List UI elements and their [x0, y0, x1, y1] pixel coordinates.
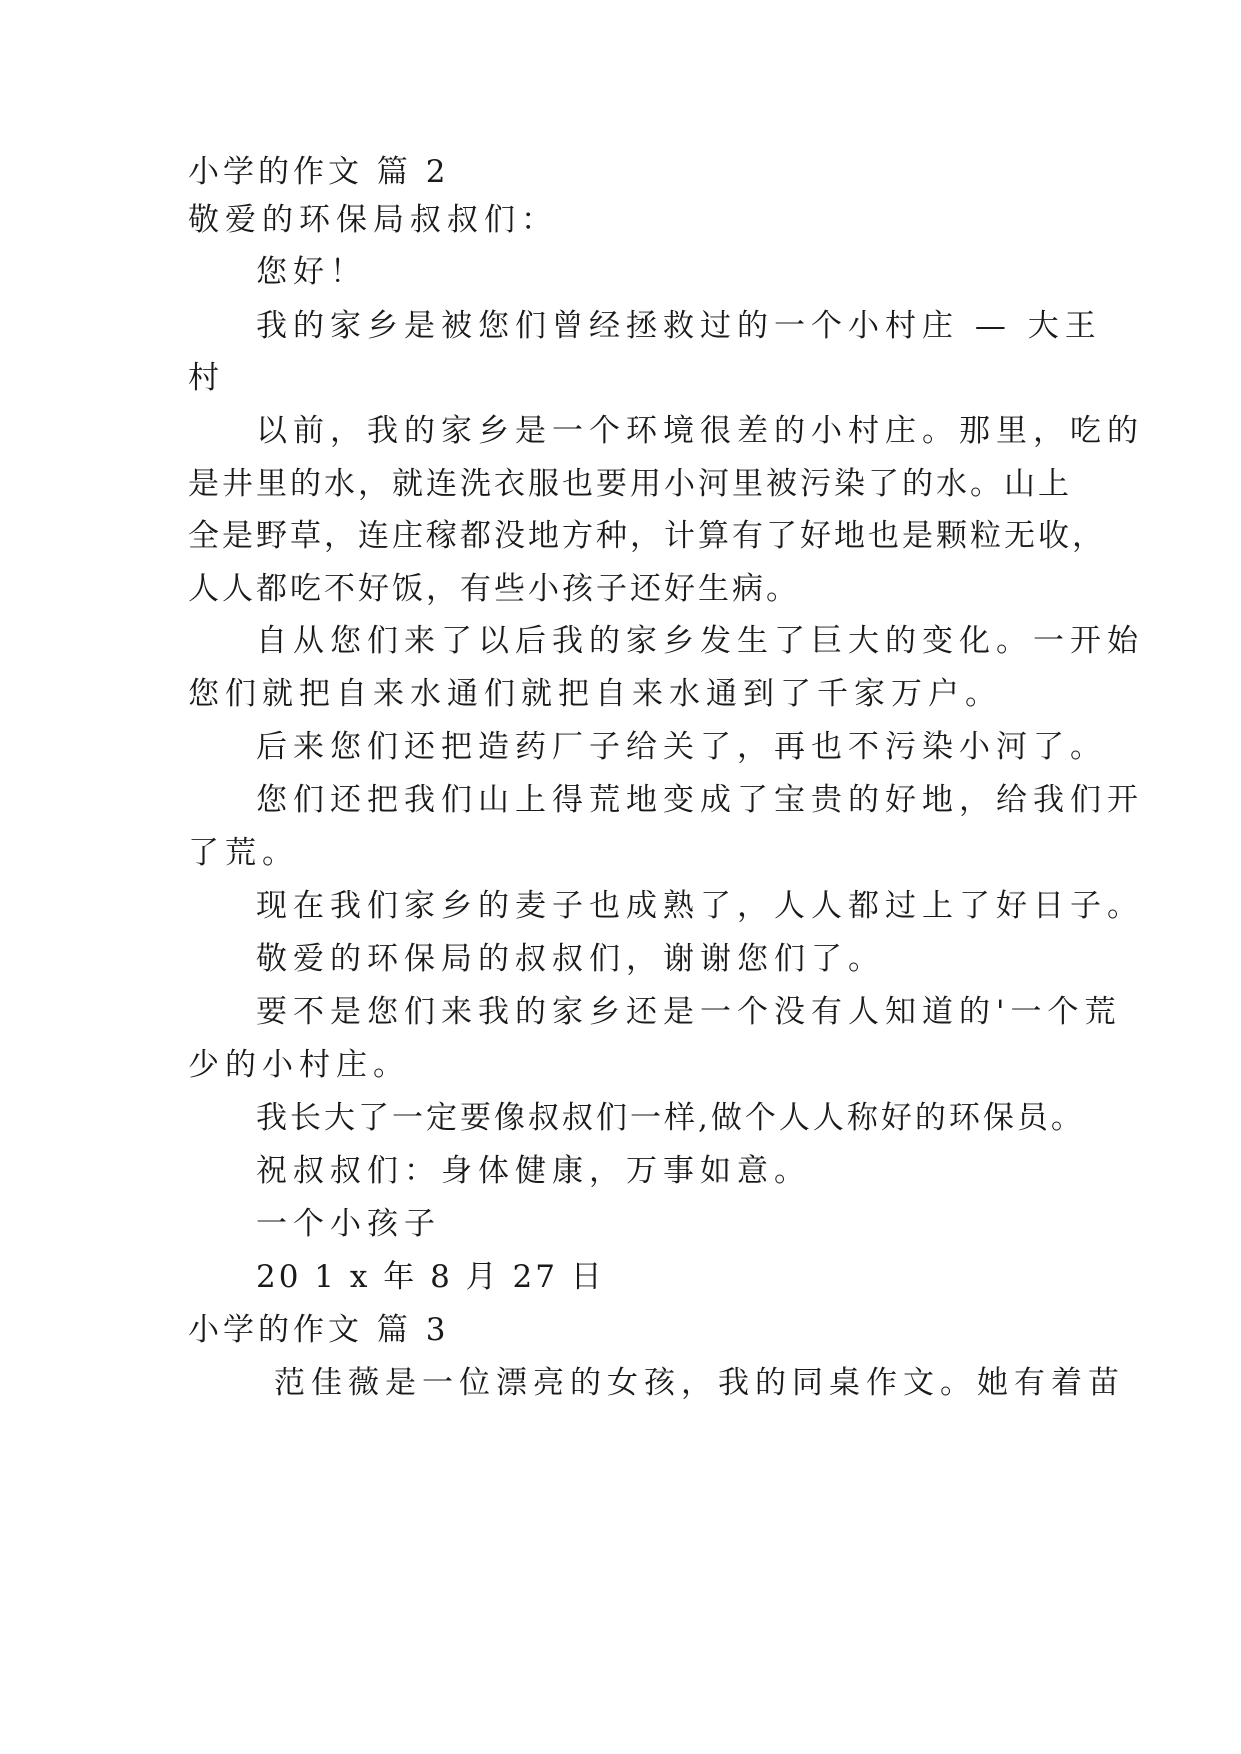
paragraph-2-line-1: 以前，我的家乡是一个环境很差的小村庄。那里，吃的	[256, 413, 1144, 449]
paragraph-4: 后来您们还把造药厂子给关了，再也不污染小河了。	[256, 729, 1107, 765]
paragraph-5-line-2: 了荒。	[188, 835, 299, 871]
paragraph-9: 我长大了一定要像叔叔们一样,做个人人称好的环保员。	[256, 1100, 1085, 1136]
paragraph-1-line-2: 村	[188, 360, 222, 396]
greeting: 您好！	[256, 254, 367, 290]
paragraph-8-line-1: 要不是您们来我的家乡还是一个没有人知道的'一个荒	[256, 994, 1122, 1030]
paragraph-11-line-1: 范佳薇是一位漂亮的女孩，我的同桌作文。她有着苗	[274, 1365, 1125, 1401]
signature: 一个小孩子	[256, 1206, 441, 1242]
essay-2-heading: 小学的作文 篇 2	[188, 154, 450, 190]
paragraph-2-line-3: 全是野草，连庄稼都没地方种，计算有了好地也是颗粒无收，	[188, 518, 1106, 554]
paragraph-5-line-1: 您们还把我们山上得荒地变成了宝贵的好地，给我们开	[256, 782, 1144, 818]
paragraph-10: 祝叔叔们：身体健康，万事如意。	[256, 1153, 811, 1189]
essay-3-heading: 小学的作文 篇 3	[188, 1312, 450, 1348]
paragraph-3-line-2: 您们就把自来水通们就把自来水通到了千家万户。	[188, 676, 1002, 712]
paragraph-2-line-2: 是井里的水，就连洗衣服也要用小河里被污染了的水。山上	[188, 466, 1072, 502]
date: 20 1 x 年 8 月 27 日	[256, 1259, 605, 1295]
paragraph-8-line-2: 少的小村庄。	[188, 1047, 410, 1083]
paragraph-7: 敬爱的环保局的叔叔们，谢谢您们了。	[256, 941, 885, 977]
paragraph-3-line-1: 自从您们来了以后我的家乡发生了巨大的变化。一开始	[256, 623, 1144, 659]
paragraph-6: 现在我们家乡的麦子也成熟了，人人都过上了好日子。	[256, 888, 1144, 924]
paragraph-2-line-4: 人人都吃不好饭，有些小孩子还好生病。	[188, 571, 800, 607]
paragraph-1-line-1: 我的家乡是被您们曾经拯救过的一个小村庄 — 大王	[256, 308, 1102, 344]
salutation: 敬爱的环保局叔叔们：	[188, 202, 558, 238]
